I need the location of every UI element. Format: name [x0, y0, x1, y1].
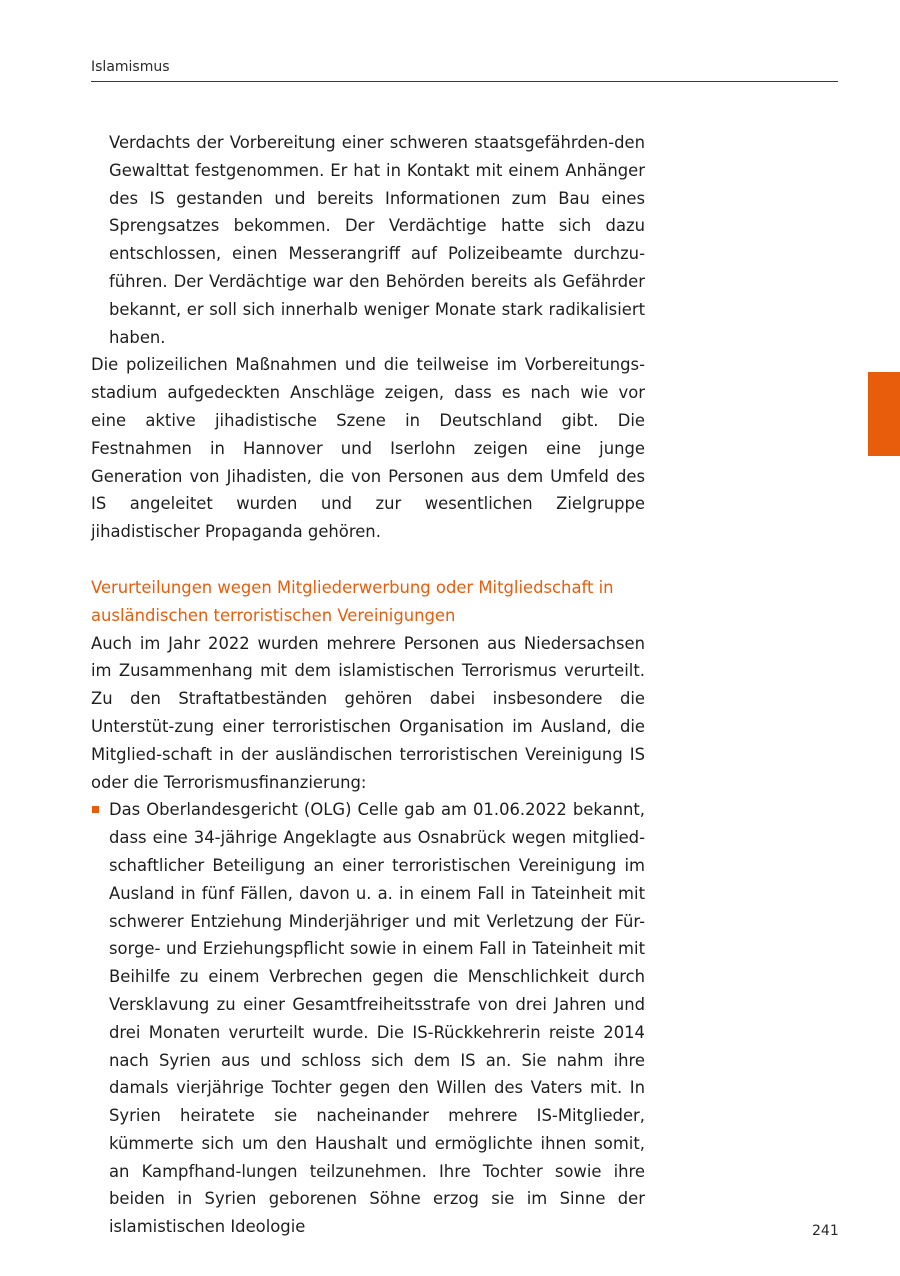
chapter-tab-marker [868, 372, 900, 456]
main-text-column [91, 129, 645, 1241]
continued-list-item: Verdachts der Vorbereitung einer schweren staatsgefährden-den Gewalttat festgenommen. Er hat in Kontakt mit einem Anhänger des IS gestanden und bereits Informationen zum Bau eines Sprengsatzes bekommen. Der Verdächtige hatte sich dazu entschlossen, einen Messerangriff auf Polizeibeamte durchzu-führen. Der Verdächtige war den Behörden bereits als Gefährder bekannt, er soll sich innerhalb weniger Monate stark radikalisiert haben. [109, 133, 645, 347]
page-number: 241 [812, 1223, 839, 1239]
bullet-text: Das Oberlandesgericht (OLG) Celle gab am 01.06.2022 bekannt, dass eine 34-jährige Angeklagte aus Osnabrück wegen mitglied-schaftlicher Beteiligung an einer terroristischen Vereinigung im Ausland in fünf Fällen, davon u. a. in einem Fall in Tateinheit mit schwerer Entziehung Minderjähriger und mit Verletzung der Für-sorge- und Erziehungspflicht sowie in einem Fall in Tateinheit mit Beihilfe zu einem Verbrechen gegen die Menschlichkeit durch Versklavung zu einer Gesamtfreiheitsstrafe von drei Jahren und drei Monaten verurteilt wurde. Die IS-Rückkehrerin reiste 2014 nach Syrien aus und schloss sich dem IS an. Sie nahm ihre damals vierjährige Tochter gegen den Willen des Vaters mit. In Syrien heiratete sie nacheinander mehrere IS-Mitglieder, kümmerte sich um den Haushalt und ermöglichte ihnen somit, an Kampfhand-lungen teilzunehmen. Ihre Tochter sowie ihre beiden in Syrien geborenen Söhne erzog sie im Sinne der islamistischen Ideologie [109, 800, 645, 1237]
square-bullet-icon [92, 806, 99, 813]
section-heading: Verurteilungen wegen Mitgliederwerbung oder Mitgliedschaft in ausländischen terroristischen Vereinigungen [91, 577, 614, 625]
running-header-title: Islamismus [91, 59, 170, 75]
header-divider [91, 81, 838, 82]
body-paragraph: Auch im Jahr 2022 wurden mehrere Personen aus Niedersachsen im Zusammenhang mit dem islamistischen Terrorismus verurteilt. Zu den Straftatbeständen gehören dabei insbesondere die Unterstüt-zung einer terroristischen Organisation im Ausland, die Mitglied-schaft in der ausländischen terroristischen Vereinigung IS oder die Terrorismusfinanzierung: [91, 633, 645, 792]
bullet-list-item [91, 796, 645, 1241]
body-paragraph: Die polizeilichen Maßnahmen und die teilweise im Vorbereitungs-stadium aufgedeckten Anschläge zeigen, dass es nach wie vor eine aktive jihadistische Szene in Deutschland gibt. Die Festnahmen in Hannover und Iserlohn zeigen eine junge Generation von Jihadisten, die von Personen aus dem Umfeld des IS angeleitet wurden und zur wesentlichen Zielgruppe jihadistischer Propaganda gehören. [91, 355, 645, 542]
